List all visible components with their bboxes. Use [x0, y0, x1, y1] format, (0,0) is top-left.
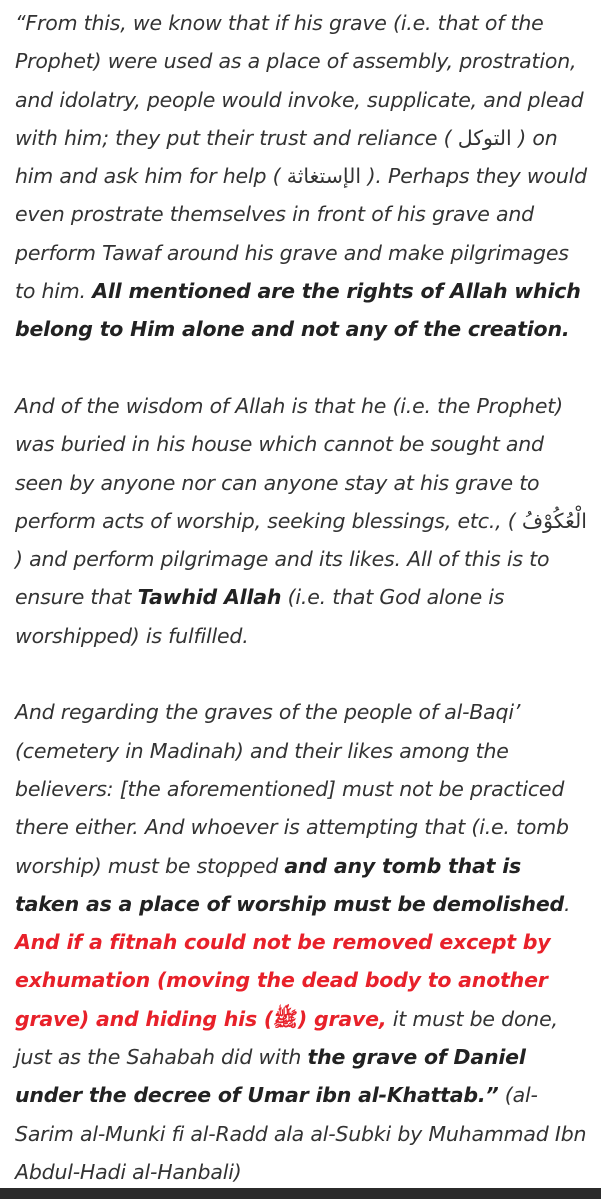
- arabic-term: الإستغاثة: [286, 164, 362, 189]
- text-segment: ). Perhaps they would even prostrate themselves in front of his grave and perform Tawaf around his grave and make pilgrimages to him.: [15, 164, 587, 304]
- red-highlight-text: And if a fitnah could not be removed except by exhumation (moving the dead body to another grave) and hiding his (: [15, 930, 551, 1031]
- bold-text: the grave of Daniel under the decree of Umar ibn al-Khattab.”: [15, 1045, 526, 1108]
- arabic-term: التوكل: [457, 125, 512, 150]
- paragraph-2: [15, 387, 590, 655]
- citation-text: (al-Sarim al-Munki fi al-Radd ala al-Subki by Muhammad Ibn Abdul-Hadi al-Hanbali): [15, 1083, 587, 1184]
- text-segment: ) and perform pilgrimage and its likes. All of this is to ensure that: [15, 547, 550, 610]
- bold-text: and any tomb that is taken as a place of worship must be demolished: [15, 853, 565, 916]
- text-segment: And regarding the graves of the people of al-Baqi’ (cemetery in Madinah) and their likes among the believers: [the aforementioned] must not be practiced there either. And whoever is attempting that (i.e. tomb worship) must be stopped: [15, 700, 569, 878]
- text-segment: it must be done, just as the Sahabah did with: [15, 1006, 558, 1070]
- text-segment: .: [564, 891, 571, 916]
- arabic-term: الْعُكُوْفُ: [521, 508, 587, 533]
- text-segment: (i.e. that God alone is worshipped) is fulfilled.: [15, 585, 505, 648]
- red-highlight-text: ) grave,: [297, 1006, 387, 1031]
- bold-text: Tawhid Allah: [137, 585, 282, 610]
- salawat-symbol: ﷺ: [273, 1006, 298, 1031]
- bottom-bar: [0, 1188, 601, 1199]
- article-body: [15, 4, 590, 1191]
- paragraph-3: [15, 693, 590, 1191]
- text-segment: “From this, we know that if his grave (i.e. that of the Prophet) were used as a place of assembly, prostration, and idolatry, people would invoke, supplicate, and plead with him; they put their trust and reliance (: [15, 11, 584, 150]
- text-segment: ) on him and ask him for help (: [15, 125, 558, 189]
- text-segment: And of the wisdom of Allah is that he (i.e. the Prophet) was buried in his house which cannot be sought and seen by anyone nor can anyone stay at his grave to perform acts of worship, seeking blessings, etc., (: [15, 393, 563, 533]
- bold-text: All mentioned are the rights of Allah which belong to Him alone and not any of the creation.: [15, 279, 581, 342]
- paragraph-1: [15, 4, 590, 349]
